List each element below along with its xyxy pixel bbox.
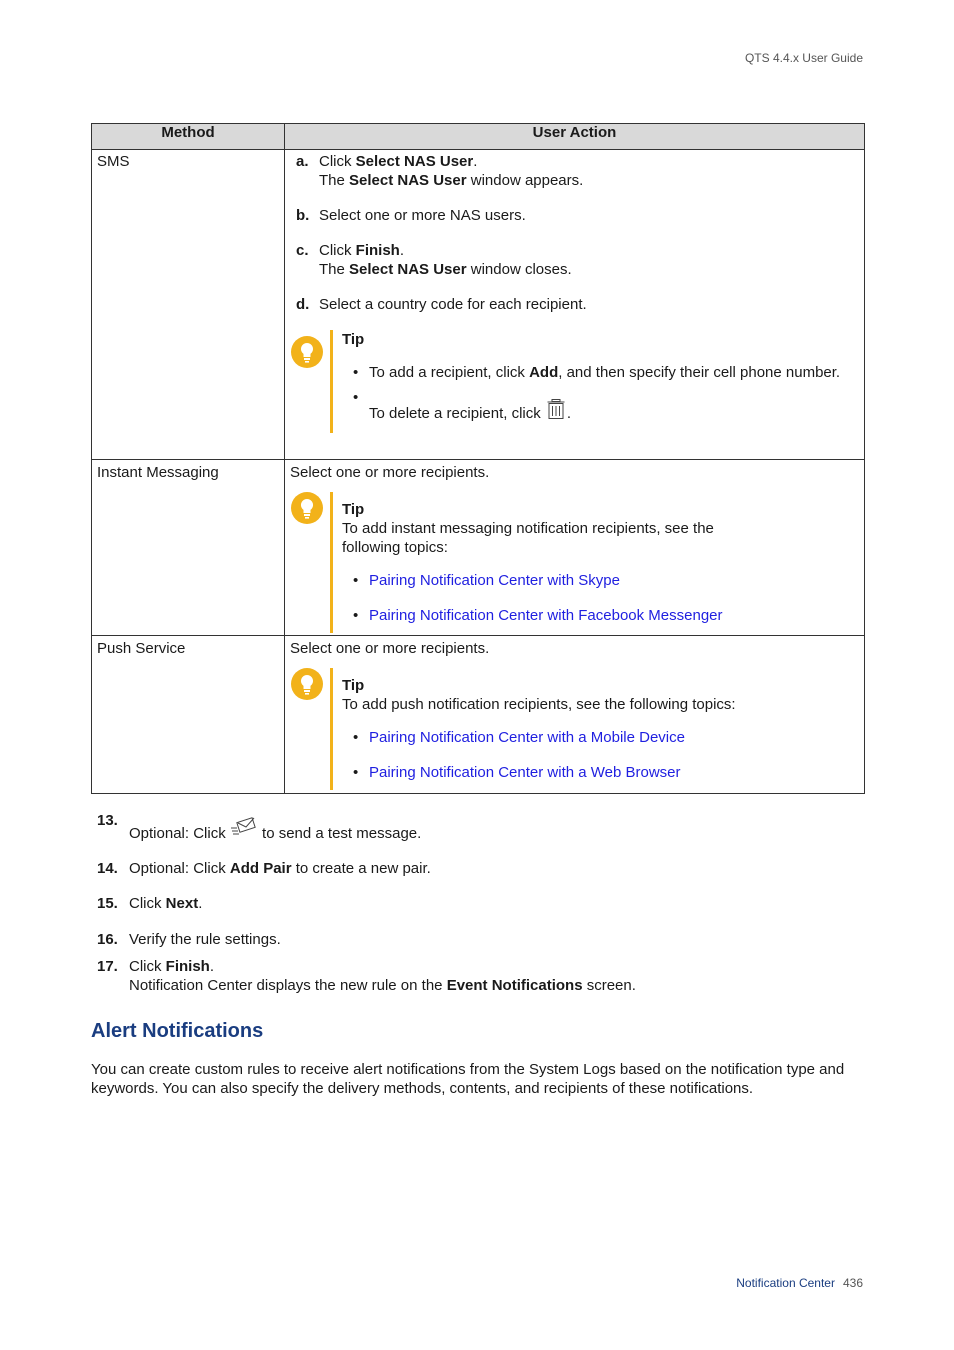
lightbulb-icon	[291, 492, 323, 524]
link-web-browser-pairing[interactable]: • Pairing Notification Center with a Web Browser	[342, 763, 859, 782]
tip-links	[342, 728, 859, 782]
link-mobile-device-pairing[interactable]: • Pairing Notification Center with a Mobile Device	[342, 728, 859, 747]
lightbulb-icon	[291, 336, 323, 368]
sms-step-b: b. Select one or more NAS users.	[296, 207, 526, 224]
tip-intro: To add push notification recipients, see the following topics:	[342, 696, 736, 713]
sms-step-a: a. Click Select NAS User. The Select NAS User window appears.	[296, 153, 584, 189]
send-mail-icon	[230, 817, 258, 842]
link-skype-pairing[interactable]: • Pairing Notification Center with Skype	[342, 571, 859, 590]
trash-icon	[545, 398, 567, 425]
continued-steps	[91, 808, 864, 995]
link-facebook-messenger-pairing[interactable]: • Pairing Notification Center with Facebook Messenger	[342, 606, 859, 625]
page-number: 436	[842, 1276, 863, 1290]
action-cell	[285, 460, 865, 636]
step-16: 16. Verify the rule settings.	[97, 931, 281, 948]
step-13: 13. Optional: Click to send a test message.	[97, 812, 422, 842]
lightbulb-icon	[291, 668, 323, 700]
action-cell	[285, 636, 865, 794]
step-14: 14. Optional: Click Add Pair to create a new pair.	[97, 860, 431, 877]
sms-steps	[290, 152, 859, 314]
action-text: Select one or more recipients.	[290, 640, 490, 657]
section-paragraph: You can create custom rules to receive alert notifications from the System Logs based on the notification type and keywords. You can also specify the delivery methods, contents, and recipients of these notifications.	[91, 1061, 845, 1097]
tip-title: Tip	[342, 677, 365, 694]
running-header: QTS 4.4.x User Guide	[744, 51, 863, 65]
tip-links	[342, 571, 859, 625]
tip-item-add-recipient: • To add a recipient, click Add, and then specify their cell phone number.	[342, 363, 859, 382]
method-cell: SMS	[92, 150, 285, 460]
footer-section-name: Notification Center	[736, 1276, 835, 1290]
table-row-push-service	[92, 636, 865, 794]
table-row-sms	[92, 150, 865, 460]
table-header-row	[92, 124, 865, 150]
table-row-instant-messaging	[92, 460, 865, 636]
step-17: 17. Click Finish. Notification Center displays the new rule on the Event Notifications screen.	[97, 958, 636, 994]
method-cell: Push Service	[92, 636, 285, 794]
tip-title: Tip	[342, 501, 365, 518]
tip-accent-bar	[330, 668, 333, 790]
tip-box-instant-messaging	[290, 500, 859, 625]
tip-title: Tip	[342, 331, 365, 348]
tip-box-push-service	[290, 676, 859, 782]
section-heading: Alert Notifications	[91, 1020, 264, 1042]
sms-step-d: d. Select a country code for each recipient.	[296, 296, 587, 313]
method-cell: Instant Messaging	[92, 460, 285, 636]
delivery-method-table	[91, 123, 865, 794]
tip-accent-bar	[330, 492, 333, 633]
action-text: Select one or more recipients.	[290, 464, 490, 481]
tip-accent-bar	[330, 330, 333, 433]
tip-intro: To add instant messaging notification recipients, see the following topics:	[342, 520, 714, 556]
action-cell	[285, 150, 865, 460]
tip-box-sms	[290, 330, 859, 425]
column-header-method: Method	[92, 124, 285, 150]
column-header-user-action: User Action	[285, 124, 865, 150]
sms-step-c: c. Click Finish. The Select NAS User window closes.	[296, 242, 572, 278]
step-15: 15. Click Next.	[97, 895, 203, 912]
tip-list	[342, 363, 859, 425]
tip-item-delete-recipient: • To delete a recipient, click .	[342, 398, 859, 425]
page-footer	[736, 1276, 863, 1290]
